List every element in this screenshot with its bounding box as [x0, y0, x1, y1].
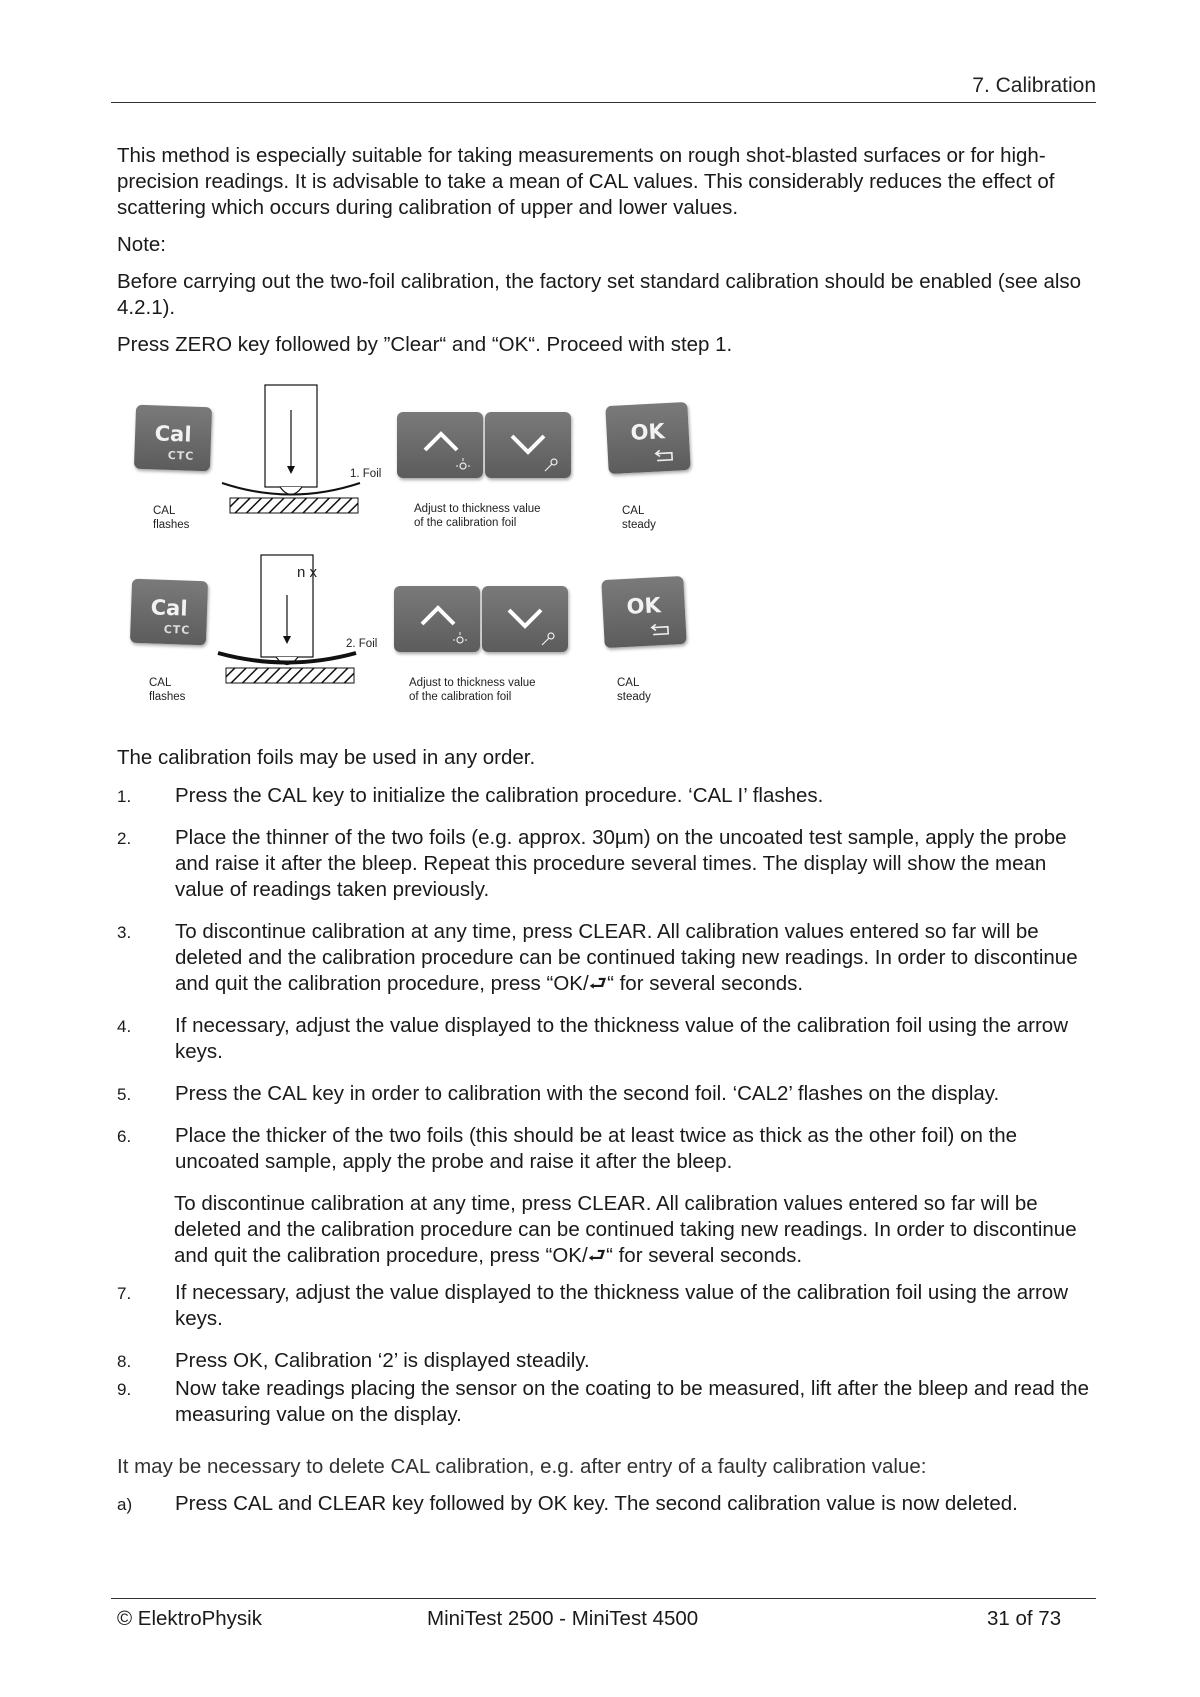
repeat-count-label: n x: [297, 564, 318, 581]
list-item: 6. Place the thicker of the two foils (this should be at least twice as thick as the other foil) on the uncoated sample, apply the probe and raise it after the bleep.: [117, 1124, 1018, 1173]
arrow-down-icon: [506, 606, 544, 632]
adjust-caption-row1: Adjust to thickness value of the calibration foil: [414, 503, 541, 529]
cal-key-label: Cal: [154, 421, 192, 447]
list-item: 1. Press the CAL key to initialize the calibration procedure. ‘CAL I’ flashes.: [117, 784, 824, 807]
arrow-up-key-row1: [397, 412, 483, 478]
arrow-up-icon: [422, 428, 460, 454]
arrow-up-icon: [419, 602, 457, 628]
list-item: 5. Press the CAL key in order to calibration with the second foil. ‘CAL2’ flashes on the display.: [117, 1082, 1000, 1105]
delete-intro: It may be necessary to delete CAL calibration, e.g. after entry of a faulty calibration value:: [117, 1455, 927, 1478]
light-icon: [455, 458, 471, 472]
page-footer: [111, 1598, 1096, 1629]
list-item: 2. Place the thinner of the two foils (e.g. approx. 30µm) on the uncoated test sample, apply the probe and raise it after the bleep. Repeat this procedure several times. The display will show the mean value of readings taken previously.: [117, 826, 1067, 901]
ok-key-row1: [605, 402, 690, 474]
section-title: 7. Calibration: [972, 74, 1096, 97]
arrow-down-icon: [509, 432, 547, 458]
footer-product: MiniTest 2500 - MiniTest 4500: [427, 1607, 699, 1630]
steps-list-continued: [117, 1280, 1092, 1428]
footer-copyright: © ElektroPhysik: [117, 1607, 262, 1630]
cal-key-row2: [130, 579, 208, 646]
intro-block: [117, 143, 1092, 369]
list-item: 7. If necessary, adjust the value displayed to the thickness value of the calibration foil using the arrow keys.: [117, 1281, 1069, 1330]
ok-key-label: OK: [630, 419, 666, 445]
procedure-block: [117, 745, 1092, 1533]
page-number: 31 of 73: [987, 1607, 1062, 1630]
light-icon: [452, 632, 468, 646]
return-icon: [652, 449, 677, 464]
ok-key-row2: [601, 576, 686, 648]
ok-key-label: OK: [626, 593, 662, 619]
note-text: Before carrying out the two-foil calibration, the factory set standard calibration should be enabled (see also 4.2.1).: [117, 270, 1082, 319]
cal-key-label: Cal: [150, 595, 188, 621]
return-icon: [648, 623, 673, 638]
arrow-down-key-row1: [485, 412, 571, 478]
press-zero-instruction: Press ZERO key followed by ”Clear“ and “OK“. Proceed with step 1.: [117, 333, 733, 356]
arrow-down-key-row2: [482, 586, 568, 652]
key-icon: [543, 458, 559, 472]
delete-step: a) Press CAL and CLEAR key followed by OK key. The second calibration value is now deleted.: [117, 1492, 1018, 1515]
cal-key-row1: [134, 405, 212, 472]
intro-paragraph: This method is especially suitable for taking measurements on rough shot-blasted surfaces or for high-precision readings. It is advisable to take a mean of CAL values. This considerably reduces the effect of scattering which occurs during calibration of upper and lower values.: [117, 144, 1055, 219]
cal-steady-caption-row2: CAL steady: [617, 677, 651, 703]
adjust-caption-row2: Adjust to thickness value of the calibration foil: [409, 677, 536, 703]
foil-1-label: 1. Foil: [350, 468, 382, 480]
list-item: 4. If necessary, adjust the value displayed to the thickness value of the calibration foil using the arrow keys.: [117, 1014, 1069, 1063]
cal-steady-caption-row1: CAL steady: [622, 505, 656, 531]
ctc-label: CTC: [163, 622, 191, 637]
cal-flashes-caption-row2: CAL flashes: [149, 677, 186, 703]
step6-note: To discontinue calibration at any time, press CLEAR. All calibration values entered so far will be deleted and the calibration procedure can be continued taking new readings. In order to discontinue and quit the calibration procedure, press “OK/⮐“ for several seconds.: [174, 1192, 1077, 1267]
page-header: [111, 72, 1096, 103]
calibration-diagram: [117, 380, 737, 710]
foil-2-label: 2. Foil: [346, 638, 378, 650]
ctc-label: CTC: [167, 448, 195, 463]
steps-list: [117, 783, 1092, 1175]
list-item: 3. To discontinue calibration at any time, press CLEAR. All calibration values entered so far will be deleted and the calibration procedure can be continued taking new readings. In order to discontinue and quit the calibration procedure, press “OK/⮐“ for several seconds.: [117, 920, 1078, 995]
any-order-text: The calibration foils may be used in any order.: [117, 746, 536, 769]
cal-flashes-caption-row1: CAL flashes: [153, 505, 190, 531]
list-item: 8. Press OK, Calibration ‘2’ is displayed steadily.: [117, 1349, 590, 1372]
probe-foil-illustration-row1: [220, 380, 400, 515]
arrow-up-key-row2: [394, 586, 480, 652]
key-icon: [540, 632, 556, 646]
note-label: Note:: [117, 233, 166, 256]
list-item: 9. Now take readings placing the sensor on the coating to be measured, lift after the bleep and read the measuring value on the display.: [117, 1377, 1089, 1426]
